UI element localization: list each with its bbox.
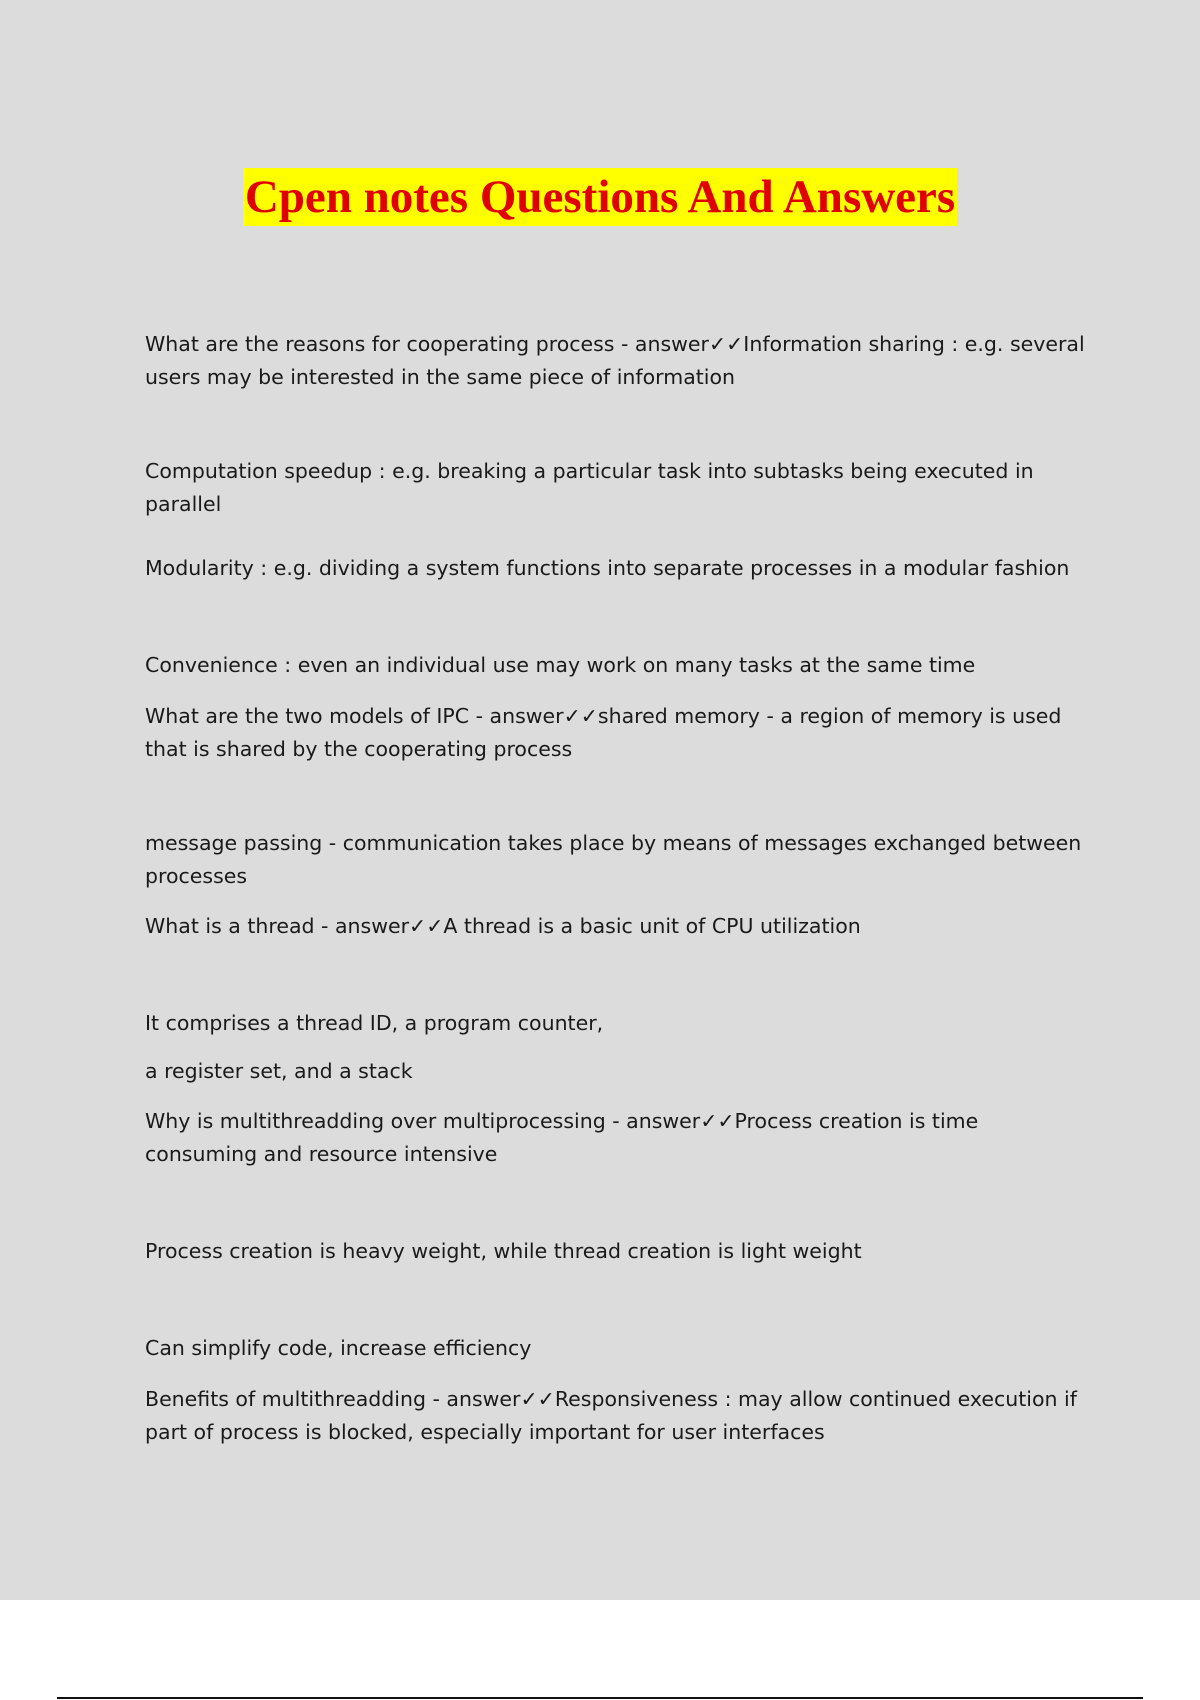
paragraph: Can simplify code, increase efficiency	[145, 1336, 532, 1360]
title-container	[0, 168, 1200, 226]
paragraph: Benefits of multithreadding - answer✓✓Responsiveness : may allow continued execution if part of process is blocked, especially important for user interfaces	[145, 1387, 1077, 1444]
paragraph: Process creation is heavy weight, while thread creation is light weight	[145, 1239, 862, 1263]
paragraph: What are the reasons for cooperating process - answer✓✓Information sharing : e.g. several users may be interested in the same piece of information	[145, 332, 1085, 389]
paragraph: What is a thread - answer✓✓A thread is a basic unit of CPU utilization	[145, 914, 861, 938]
paragraph: message passing - communication takes place by means of messages exchanged between processes	[145, 831, 1082, 888]
document-title: Cpen notes Questions And Answers	[243, 168, 957, 226]
paragraph: What are the two models of IPC - answer✓✓shared memory - a region of memory is used that is shared by the cooperating process	[145, 704, 1062, 761]
paragraph: Why is multithreadding over multiprocessing - answer✓✓Process creation is time consuming and resource intensive	[145, 1109, 979, 1166]
paragraph: Modularity : e.g. dividing a system functions into separate processes in a modular fashion	[145, 556, 1070, 580]
page-footer	[0, 1600, 1200, 1700]
footer-divider	[57, 1697, 1143, 1699]
paragraph: a register set, and a stack	[145, 1059, 413, 1083]
paragraph: Convenience : even an individual use may work on many tasks at the same time	[145, 653, 976, 677]
paragraph: It comprises a thread ID, a program counter,	[145, 1011, 604, 1035]
paragraph: Computation speedup : e.g. breaking a particular task into subtasks being executed in parallel	[145, 459, 1034, 516]
